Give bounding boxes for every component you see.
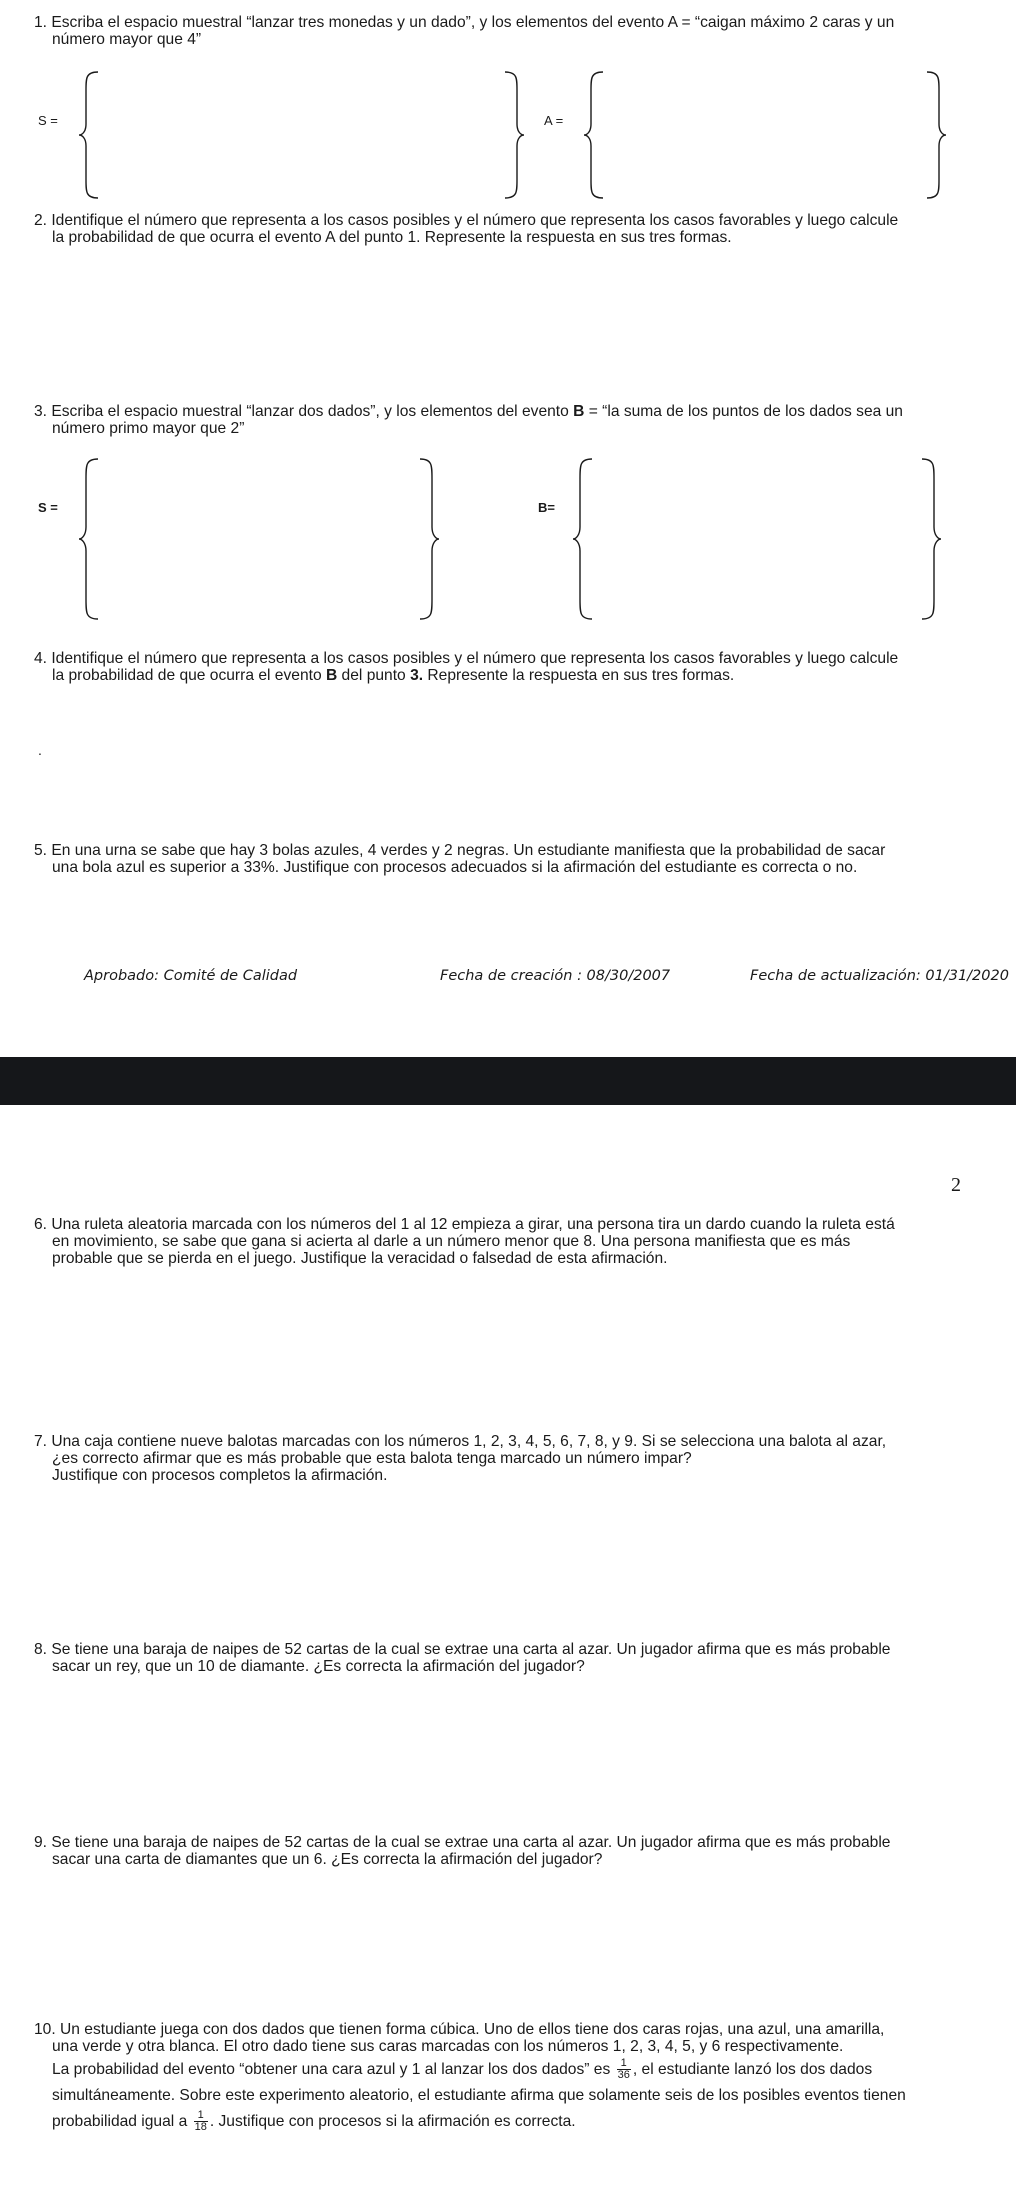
question-7 xyxy=(34,1433,989,1484)
question-2-line-2: la probabilidad de que ocurra el evento A del punto 1. Represente la respuesta en sus tres formas. xyxy=(52,229,732,246)
sample-space-s2-label: S = xyxy=(38,500,58,515)
question-4-line-2-mid: del punto xyxy=(337,667,411,684)
event-b-ref: B xyxy=(325,667,338,684)
question-7-line-3: Justifique con procesos completos la afirmación. xyxy=(52,1467,388,1484)
event-a-label: A = xyxy=(544,113,564,128)
question-8-line-1: 8. Se tiene una baraja de naipes de 52 cartas de la cual se extrae una carta al azar. Un jugador afirma que es más probable xyxy=(34,1641,891,1658)
brace-open-a xyxy=(583,70,605,200)
question-7-line-2: ¿es correcto afirmar que es más probable que esta balota tenga marcado un número impar? xyxy=(52,1450,692,1467)
question-4-line-2-rest: Represente la respuesta en sus tres formas. xyxy=(423,667,735,684)
question-6-line-1: 6. Una ruleta aleatoria marcada con los números del 1 al 12 empieza a girar, una persona tira un dardo cuando la ruleta está xyxy=(34,1216,895,1233)
question-10-line-4: simultáneamente. Sobre este experimento aleatorio, el estudiante afirma que solamente seis de los posibles eventos tienen xyxy=(52,2087,906,2104)
question-7-line-1: 7. Una caja contiene nueve balotas marcadas con los números 1, 2, 3, 4, 5, 6, 7, 8, y 9. Si se selecciona una balota al azar, xyxy=(34,1433,887,1450)
question-5-line-1: 5. En una urna se sabe que hay 3 bolas azules, 4 verdes y 2 negras. Un estudiante manifiesta que la probabilidad de sacar xyxy=(34,842,886,859)
brace-close-s1 xyxy=(503,70,525,200)
page-number: 2 xyxy=(951,1174,961,1196)
event-b-label: B= xyxy=(538,500,555,515)
footer-creation-date: Fecha de creación : 08/30/2007 xyxy=(440,968,671,984)
question-9-line-1: 9. Se tiene una baraja de naipes de 52 cartas de la cual se extrae una carta al azar. Un jugador afirma que es más probable xyxy=(34,1834,891,1851)
fraction-1-36-denominator: 36 xyxy=(617,2069,630,2082)
question-4-line-2-text: la probabilidad de que ocurra el evento xyxy=(52,667,326,684)
sample-space-s-label: S = xyxy=(38,113,58,128)
question-3-line-2: número primo mayor que 2” xyxy=(52,420,245,437)
stray-dot: . xyxy=(38,742,42,758)
question-10-line-2: una verde y otra blanca. El otro dado tiene sus caras marcadas con los números 1, 2, 3, 4, 5, y 6 respectivamente. xyxy=(52,2038,844,2055)
brace-open-s1 xyxy=(78,70,100,200)
question-10-line-5 xyxy=(34,2107,989,2137)
footer-approved: Aprobado: Comité de Calidad xyxy=(84,968,298,984)
question-10-line-3 xyxy=(34,2055,989,2085)
brace-open-b xyxy=(572,457,594,622)
page-separator-band xyxy=(0,1057,1016,1105)
fraction-1-18-denominator: 18 xyxy=(194,2121,207,2134)
question-10 xyxy=(34,2021,989,2137)
brace-close-b xyxy=(920,457,942,622)
question-3-line-1 xyxy=(34,403,989,420)
point-3-ref: 3. xyxy=(410,667,424,684)
fraction-1-36 xyxy=(617,2058,631,2081)
fraction-1-36-numerator: 1 xyxy=(617,2058,631,2070)
question-2-line-1: 2. Identifique el número que representa a los casos posibles y el número que representa los casos favorables y luego calcule xyxy=(34,212,899,229)
question-8 xyxy=(34,1641,989,1675)
question-10-line-1: 10. Un estudiante juega con dos dados que tienen forma cúbica. Uno de ellos tiene dos caras rojas, una azul, una amarilla, xyxy=(34,2021,885,2038)
question-9-line-2: sacar una carta de diamantes que un 6. ¿Es correcta la afirmación del jugador? xyxy=(52,1851,603,1868)
question-3-line-1-text: 3. Escriba el espacio muestral “lanzar dos dados”, y los elementos del evento xyxy=(34,403,574,420)
question-6 xyxy=(34,1216,989,1267)
question-5 xyxy=(34,842,989,876)
question-9 xyxy=(34,1834,989,1868)
question-1-line-1: 1. Escriba el espacio muestral “lanzar tres monedas y un dado”, y los elementos del evento A = “caigan máximo 2 caras y un xyxy=(34,14,895,31)
question-3 xyxy=(34,403,989,437)
question-3-line-1-rest: = “la suma de los puntos de los dados sea un xyxy=(584,403,903,420)
question-1-line-2: número mayor que 4” xyxy=(52,31,202,48)
question-4-line-2 xyxy=(34,667,989,684)
question-4-line-1: 4. Identifique el número que representa a los casos posibles y el número que representa los casos favorables y luego calcule xyxy=(34,650,899,667)
brace-close-a xyxy=(925,70,947,200)
question-8-line-2: sacar un rey, que un 10 de diamante. ¿Es correcta la afirmación del jugador? xyxy=(52,1658,585,1675)
question-10-line-5-rest: . Justifique con procesos si la afirmación es correcta. xyxy=(209,2113,576,2130)
question-6-line-3: probable que se pierda en el juego. Justifique la veracidad o falsedad de esta afirmación. xyxy=(52,1250,668,1267)
brace-close-s2 xyxy=(418,457,440,622)
fraction-1-18-numerator: 1 xyxy=(194,2110,208,2122)
brace-open-s2 xyxy=(78,457,100,622)
question-10-line-5-text: probabilidad igual a xyxy=(52,2113,192,2130)
question-5-line-2: una bola azul es superior a 33%. Justifique con procesos adecuados si la afirmación del estudiante es correcta o no. xyxy=(52,859,858,876)
fraction-1-18 xyxy=(194,2110,208,2133)
question-10-line-3-text: La probabilidad del evento “obtener una cara azul y 1 al lanzar los dos dados” es xyxy=(52,2061,615,2078)
question-10-line-3-rest: , el estudiante lanzó los dos dados xyxy=(632,2061,873,2078)
question-6-line-2: en movimiento, se sabe que gana si acierta al darle a un número menor que 8. Una persona manifiesta que es más xyxy=(52,1233,851,1250)
question-4 xyxy=(34,650,989,684)
footer-update-date: Fecha de actualización: 01/31/2020 xyxy=(750,968,1009,984)
event-b-bold: B xyxy=(573,403,585,420)
question-1 xyxy=(34,14,989,48)
question-2 xyxy=(34,212,989,246)
